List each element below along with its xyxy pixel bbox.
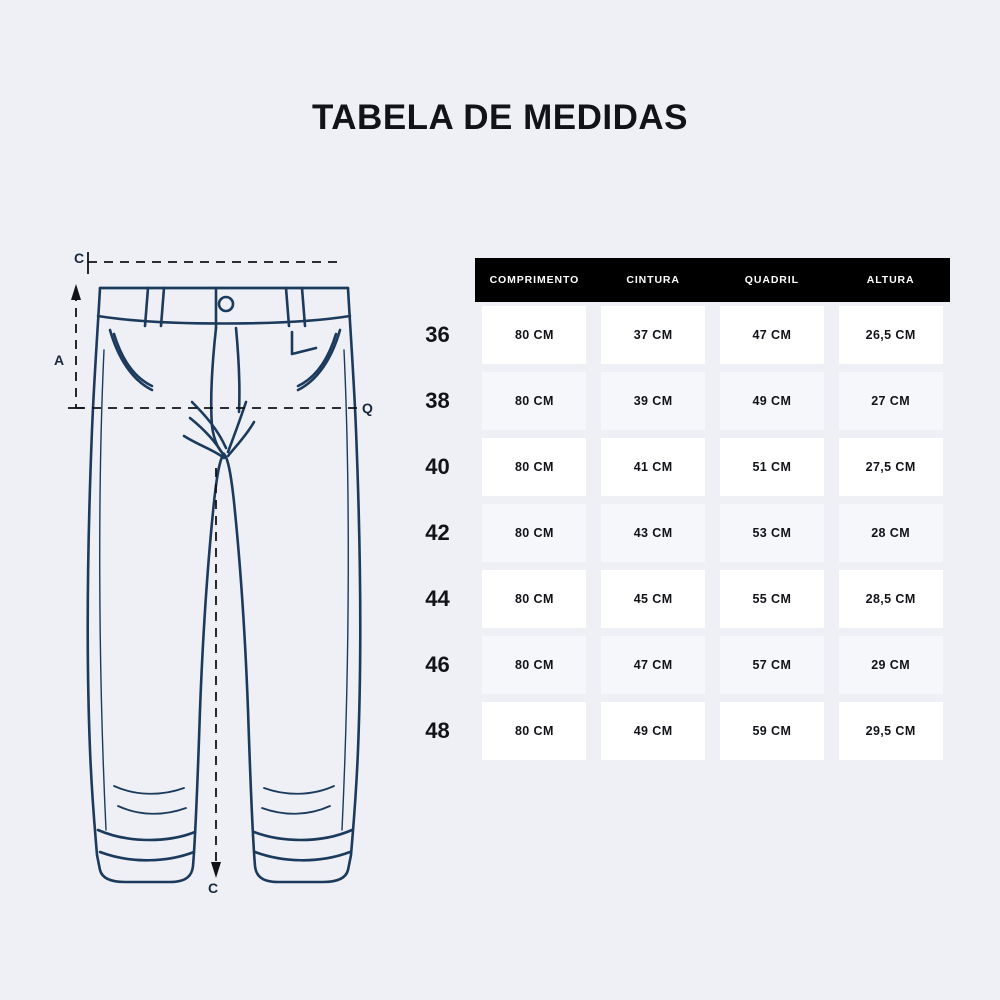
cell-altura: 29 CM — [839, 636, 943, 694]
row-size-label: 48 — [425, 718, 450, 743]
cell-altura: 29,5 CM — [839, 702, 943, 760]
marker-a: A — [54, 352, 65, 368]
cell-quadril: 59 CM — [720, 702, 824, 760]
row-size-label: 38 — [425, 388, 450, 413]
column-header-quadril: QUADRIL — [744, 274, 799, 286]
marker-c-top: C — [74, 250, 85, 266]
cell-cintura: 49 CM — [601, 702, 705, 760]
row-size-label: 36 — [425, 322, 450, 347]
cell-altura: 27 CM — [839, 372, 943, 430]
row-size-label: 42 — [425, 520, 450, 545]
table-row — [400, 434, 960, 500]
cell-comprimento: 80 CM — [482, 636, 586, 694]
table-row — [400, 368, 960, 434]
cell-quadril: 53 CM — [720, 504, 824, 562]
cell-cintura: 45 CM — [601, 570, 705, 628]
column-header-cintura: CINTURA — [626, 274, 680, 286]
row-size-label: 40 — [425, 454, 450, 479]
cell-cintura: 43 CM — [601, 504, 705, 562]
cell-quadril: 51 CM — [720, 438, 824, 496]
column-header-comprimento: COMPRIMENTO — [489, 274, 580, 286]
arrow-down-icon — [211, 862, 221, 878]
cell-comprimento: 80 CM — [482, 438, 586, 496]
cell-altura: 28,5 CM — [839, 570, 943, 628]
table-row — [400, 500, 960, 566]
cell-cintura: 47 CM — [601, 636, 705, 694]
table-row — [400, 302, 960, 368]
cell-altura: 28 CM — [839, 504, 943, 562]
cell-cintura: 37 CM — [601, 306, 705, 364]
table-row — [400, 698, 960, 764]
column-header-altura: ALTURA — [866, 274, 915, 286]
marker-c-bottom: C — [208, 880, 219, 896]
jeans-svg — [40, 230, 430, 910]
cell-cintura: 39 CM — [601, 372, 705, 430]
row-size-label: 44 — [425, 586, 450, 611]
cell-comprimento: 80 CM — [482, 306, 586, 364]
measurements-table — [400, 258, 960, 764]
cell-quadril: 49 CM — [720, 372, 824, 430]
page-title: TABELA DE MEDIDAS — [312, 98, 688, 137]
cell-comprimento: 80 CM — [482, 570, 586, 628]
cell-comprimento: 80 CM — [482, 372, 586, 430]
table-row — [400, 566, 960, 632]
cell-quadril: 57 CM — [720, 636, 824, 694]
row-size-label: 46 — [425, 652, 450, 677]
cell-comprimento: 80 CM — [482, 504, 586, 562]
cell-comprimento: 80 CM — [482, 702, 586, 760]
jeans-illustration — [40, 230, 430, 910]
cell-altura: 26,5 CM — [839, 306, 943, 364]
marker-q: Q — [362, 400, 373, 416]
table-header-row — [475, 258, 950, 302]
table-row — [400, 632, 960, 698]
cell-quadril: 47 CM — [720, 306, 824, 364]
cell-cintura: 41 CM — [601, 438, 705, 496]
cell-quadril: 55 CM — [720, 570, 824, 628]
cell-altura: 27,5 CM — [839, 438, 943, 496]
arrow-up-icon — [71, 284, 81, 300]
